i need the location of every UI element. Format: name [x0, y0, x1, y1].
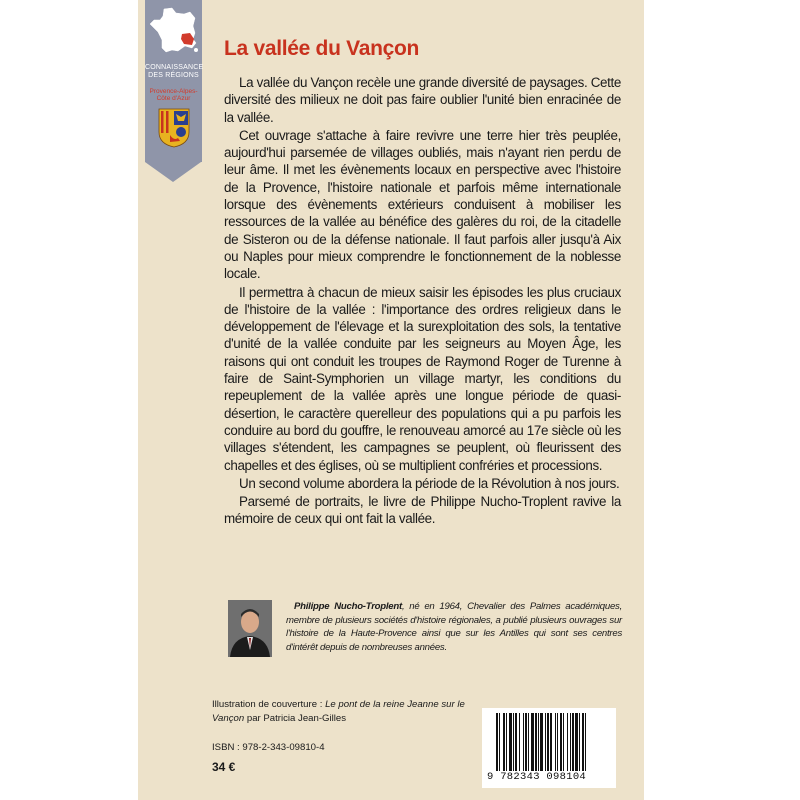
ribbon-tip: [145, 162, 201, 182]
barcode-bar: [523, 713, 524, 771]
barcode-bar: [528, 713, 529, 771]
author-photo: [228, 600, 272, 657]
paragraph-2: Cet ouvrage s'attache à faire revivre une terre hier très peuplée, aujourd'hui parsemée de villages oubliés, mais n'ayant rien perdu de leur âme. Il met les évènements locaux en perspective avec l'histoire de la Provence, l'histoire nationale et parfois même internationale lorsque des évènements extérieurs conduisent à mobiliser les ressources de la vallée au bénéfice des galères du roi, de la citadelle de Sisteron ou de la défense nationale. Il faut parfois aller jusqu'à Aix ou Naples pour mieux comprendre le fonctionnement de la noblesse locale.: [224, 127, 621, 282]
author-bio-text: , né en 1964, Chevalier des Palmes académiques, membre de plusieurs sociétés d'histoire régionales, a publié plusieurs ouvrages sur l'histoire de la Haute-Provence ainsi que sur les Antilles qui sont ses centres d'intérêt depuis de nombreuses années.: [286, 601, 622, 653]
illustration-artist: par Patricia Jean-Gilles: [244, 713, 347, 724]
barcode-bar: [582, 713, 584, 771]
barcode-bar: [563, 713, 564, 771]
barcode-bar: [579, 713, 580, 771]
barcode-bar: [572, 713, 574, 771]
barcode-bar: [585, 713, 586, 771]
paragraph-5: Parsemé de portraits, le livre de Philippe Nucho-Troplent ravive la mémoire de ceux qui ont fait la vallée.: [224, 494, 621, 527]
barcode-bar: [531, 713, 534, 771]
barcode-bar: [525, 713, 527, 771]
illustration-credit: [212, 698, 472, 726]
barcode-bar: [499, 713, 500, 771]
barcode-bar: [513, 713, 514, 771]
barcode-bar: [545, 713, 546, 771]
illustration-prefix: Illustration de couverture :: [212, 699, 326, 710]
barcode-icon: [496, 713, 612, 771]
barcode-bar: [575, 713, 578, 771]
illustration-work: Le pont de la reine Jeanne sur le Vançon: [212, 699, 465, 724]
book-title: La vallée du Vançon: [224, 37, 420, 60]
barcode-bar: [496, 713, 498, 771]
blurb: [224, 74, 621, 529]
barcode-digits: 9 782343 098104: [487, 771, 587, 783]
collection-label: CONNAISSANCE DES RÉGIONS: [145, 64, 204, 79]
barcode-bar: [519, 713, 520, 771]
barcode-bar: [550, 713, 552, 771]
barcode-bar: [557, 713, 558, 771]
france-map-icon: [148, 6, 200, 56]
barcode-bar: [506, 713, 507, 771]
barcode-bar: [570, 713, 571, 771]
price: 34 €: [212, 760, 236, 774]
barcode-bar: [560, 713, 562, 771]
barcode-bar: [547, 713, 549, 771]
paragraph-3: Il permettra à chacun de mieux saisir les épisodes les plus cruciaux de l'histoire de la vallée : l'importance des ordres religieux dans le développement de l'élevage et la surexploitation des sols, la tentative d'unité de la vallée conduite par les seigneurs au Moyen Âge, les raisons qui ont conduit les troupes de Raymond Roger de Turenne à faire de Saint-Symphorien un village martyr, les conditions du repeuplement de la vallée après une longue période de quasi-désertion, le caractère querelleur des populations qui a pu parfois les conduire au bord du gouffre, le renouveau amorcé au 17e siècle où les villages s'étendent, les campagnes se peuplent, où fleurissent des chapelles et des églises, où se multiplient confréries et processions.: [224, 284, 621, 473]
paragraph-1: La vallée du Vançon recèle une grande diversité de paysages. Cette diversité des milieux ne doit pas faire oublier l'unité bien enracinée de la vallée.: [224, 75, 621, 125]
coat-of-arms-icon: [158, 108, 190, 148]
barcode-bar: [509, 713, 512, 771]
barcode-bar: [503, 713, 505, 771]
author-bio: [286, 600, 622, 654]
isbn: ISBN : 978-2-343-09810-4: [212, 742, 325, 753]
author-name: Philippe Nucho-Troplent: [294, 601, 402, 612]
barcode-bar: [535, 713, 537, 771]
barcode-bar: [540, 713, 543, 771]
barcode-bar: [567, 713, 568, 771]
barcode-bar: [515, 713, 517, 771]
region-label: Provence-Alpes-Côte d'Azur: [149, 88, 198, 102]
paragraph-4: Un second volume abordera la période de la Révolution à nos jours.: [239, 475, 620, 491]
barcode-bar: [538, 713, 539, 771]
barcode-bar: [555, 713, 556, 771]
